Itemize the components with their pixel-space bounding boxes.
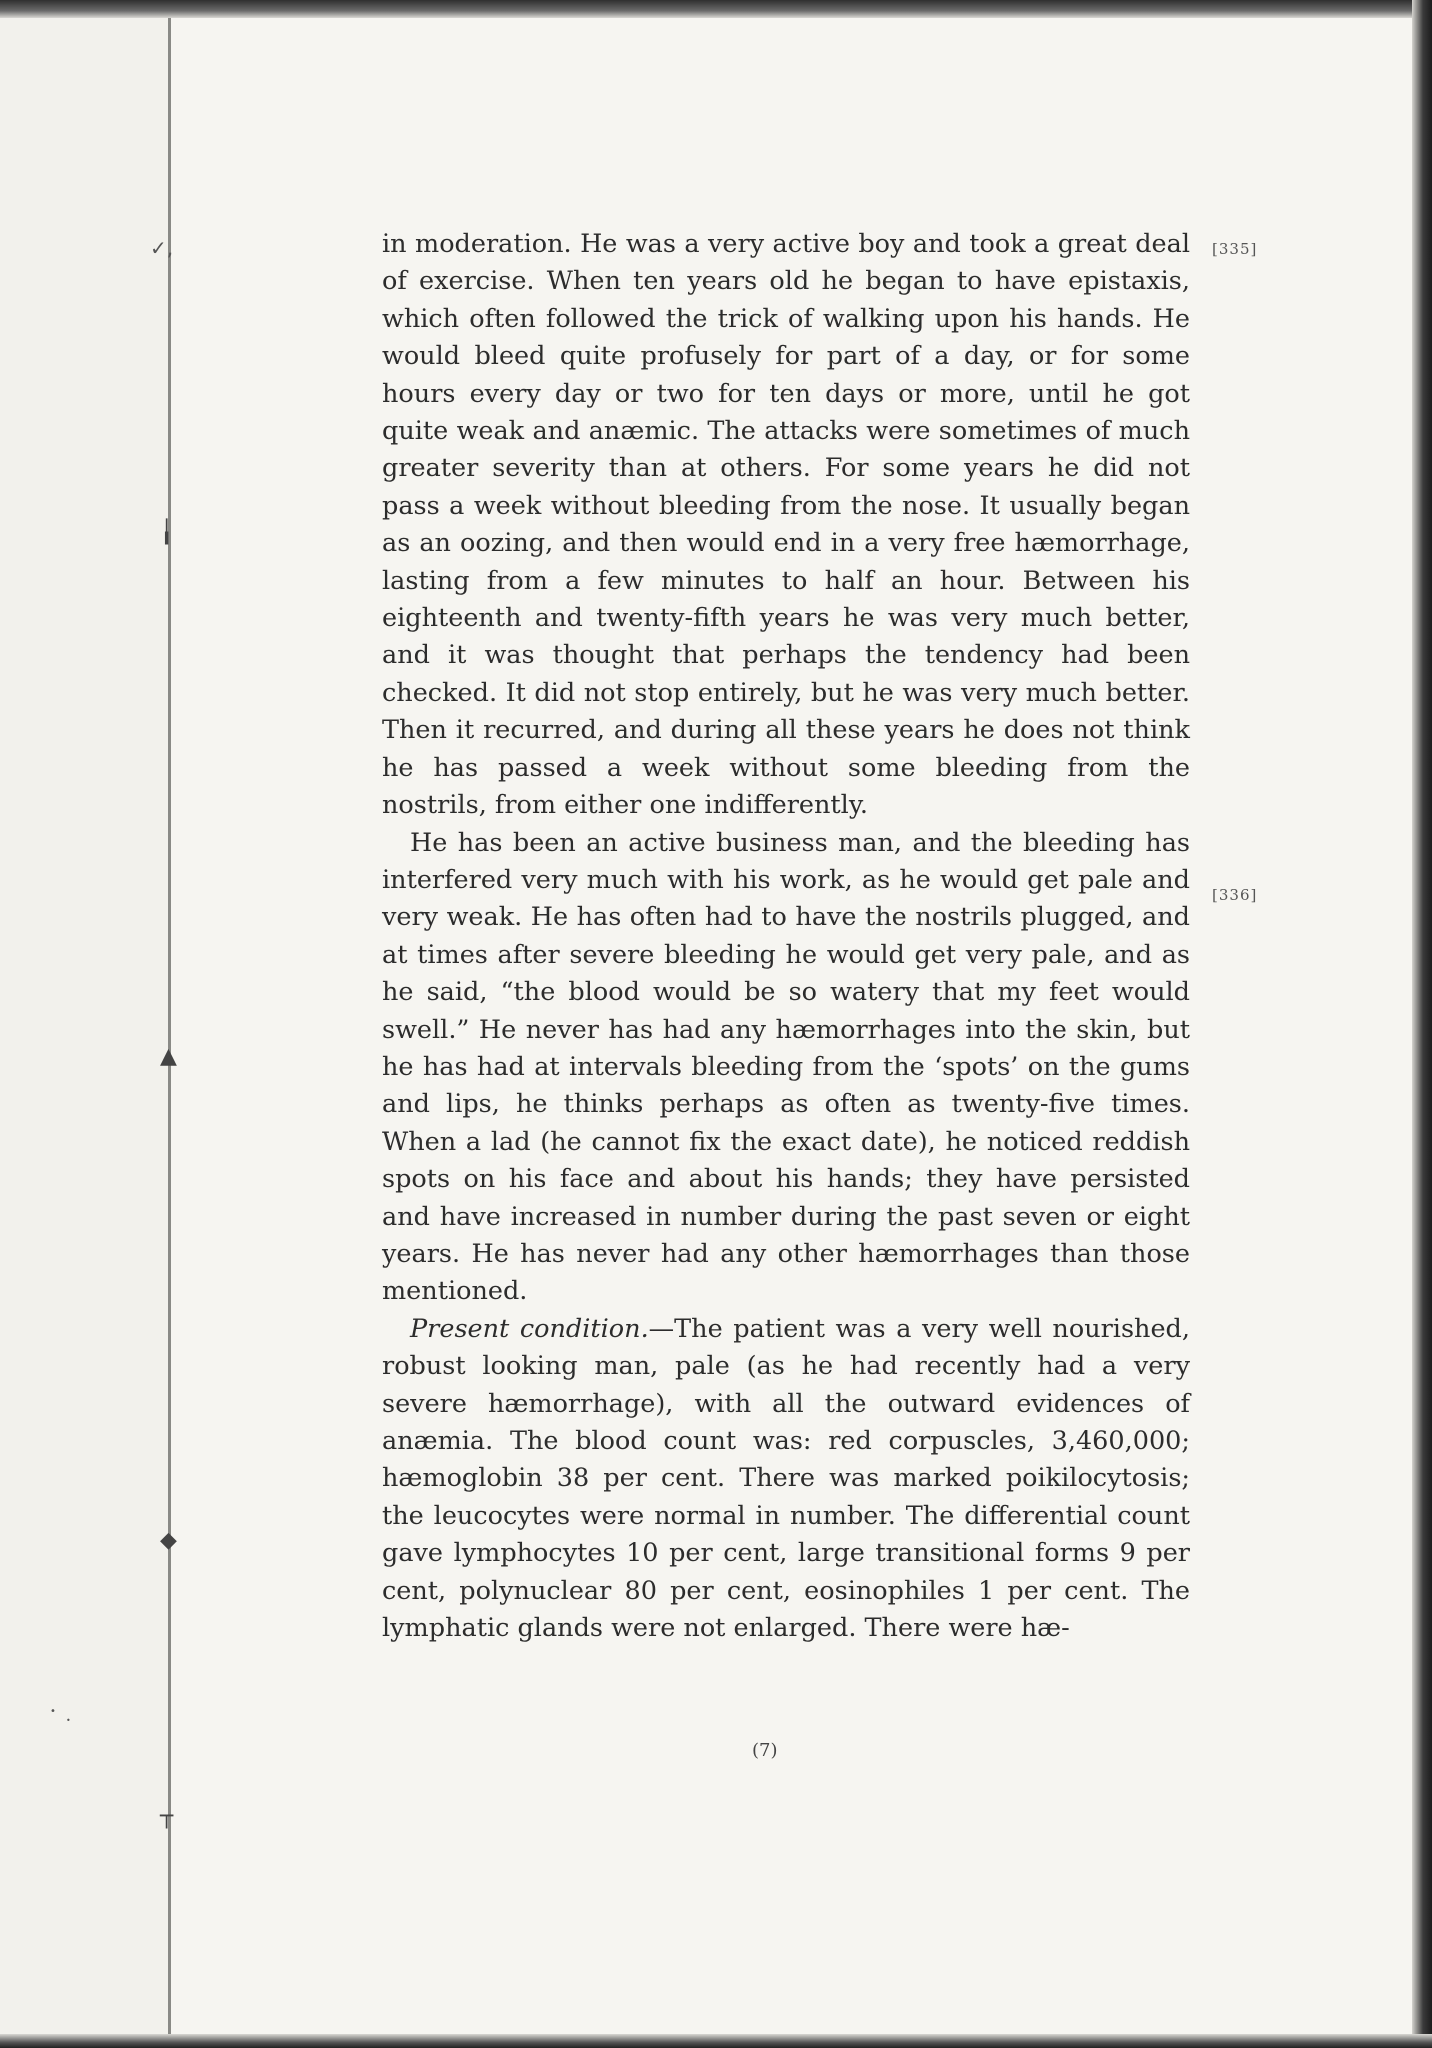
paragraph: He has been an active business man, and the bleeding has interfered very much with his work, as he would get pale and very weak. He has often had to have the nostrils plugged, and at times after severe bleeding he would get very pale, and as he said, “the blood would be so watery that my feet would swell.” He never has had any hæmorrhages into the skin, but he has had at intervals bleeding from the ‘spots’ on the gums and lips, he thinks perhaps as often as twenty-five times. When a lad (he cannot fix the exact date), he noticed reddish spots on his face and about his hands; they have persisted and have increased in number during the past seven or eight years. He has never had any other hæmorrhages than those mentioned. xyxy=(382,827,1190,1307)
paragraph-body: —The patient was a very well nourished, robust looking man, pale (as he had recently had a very severe hæmorrhage), with all the outward evidences of anæmia. The blood count was: red corpuscles, 3,460,000; hæmoglobin 38 per cent. There was marked poikilocytosis; the leucocytes were normal in number. The differential count gave lymphocytes 10 per cent, large transitional forms 9 per cent, polynuclear 80 per cent, eosinophiles 1 per cent. The lymphatic glands were not enlarged. There were hæ- xyxy=(382,1313,1190,1644)
binding-mark: ◆ xyxy=(160,1528,177,1553)
stray-dot: • xyxy=(50,1706,56,1717)
top-border xyxy=(0,0,1432,18)
body-text xyxy=(382,226,1190,1647)
binding-mark: ▲ xyxy=(160,1044,177,1069)
paragraph: in moderation. He was a very active boy and took a great deal of exercise. When ten years old he began to have epistaxis, which often followed the trick of walking upon his hands. He would bleed quite profusely for part of a day, or for some hours every day or two for ten days or more, until he got quite weak and anæmic. The attacks were sometimes of much greater severity than at others. For some years he did not pass a week without bleeding from the nose. It usually began as an oozing, and then would end in a very free hæmorrhage, lasting from a few minutes to half an hour. Between his eighteenth and twenty-fifth years he was very much better, and it was thought that perhaps the tendency had been checked. It did not stop entirely, but he was very much better. Then it recurred, and during all these years he does not think he has passed a week without some bleeding from the nostrils, from either one indifferently. xyxy=(382,229,1190,821)
gutter-shade xyxy=(0,18,177,2034)
stray-dot: • xyxy=(66,1716,71,1725)
stray-mark: ✓, xyxy=(150,236,174,260)
margin-reference: [335] xyxy=(1212,240,1258,258)
margin-reference: [336] xyxy=(1212,886,1258,904)
binding-mark: ┬ xyxy=(160,1804,174,1829)
paragraph xyxy=(382,1311,1190,1648)
binding-line xyxy=(168,18,171,2034)
page-number: (7) xyxy=(752,1740,778,1761)
binding-mark: ╽ xyxy=(160,520,174,545)
bottom-border xyxy=(0,2034,1432,2048)
section-heading: Present condition. xyxy=(410,1313,649,1344)
right-border xyxy=(1412,0,1432,2048)
